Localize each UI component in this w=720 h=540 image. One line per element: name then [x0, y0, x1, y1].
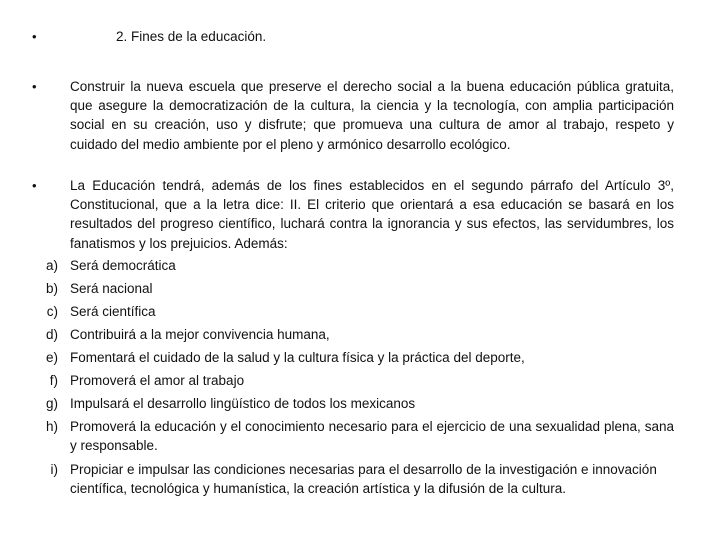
list-item — [28, 256, 674, 275]
list-item-text: Promoverá el amor al trabajo — [70, 373, 245, 388]
bullet-text: Construir la nueva escuela que preserve el derecho social a la buena educación pública gratuita, que asegure la democratización de la cultura, la ciencia y la tecnología, con amplia participación social en su creación, uso y disfrute; que promueva una cultura de amor al trabajo, respeto y cuidado del medio ambiente por el pleno y armónico desarrollo ecológico. — [70, 79, 674, 152]
bullet-item — [28, 77, 674, 154]
list-item — [28, 417, 674, 455]
list-item-text: Será nacional — [70, 281, 153, 296]
list-marker: g) — [45, 396, 58, 411]
list-marker: i) — [50, 462, 58, 477]
list-item-text: Promoverá la educación y el conocimiento necesario para el ejercicio de una sexualidad plena, sana y responsable. — [70, 419, 674, 454]
list-item-text: Contribuirá a la mejor convivencia humana, — [70, 327, 330, 342]
list-marker: a) — [45, 258, 58, 273]
list-marker: f) — [49, 373, 58, 388]
list-item — [28, 348, 674, 367]
bullet-item — [28, 176, 674, 253]
bullet-text: La Educación tendrá, además de los fines establecidos en el segundo párrafo del Artículo 3º, Constitucional, que a la letra dice: II. El criterio que orientará a esa educación se basará en los resultados del progreso científico, luchará contra la ignorancia y sus efectos, las servidumbres, los fanatismos y los prejuicios. Además: — [70, 178, 674, 251]
list-item — [28, 394, 674, 413]
bullet-marker: • — [32, 178, 37, 193]
list-marker: c) — [46, 304, 58, 319]
section-title: 2. Fines de la educación. — [116, 29, 267, 44]
list-marker: e) — [45, 350, 58, 365]
list-item-text: Será científica — [70, 304, 156, 319]
list-marker: h) — [45, 419, 58, 434]
list-item — [28, 371, 674, 390]
bullet-marker: • — [32, 29, 37, 44]
list-item — [28, 279, 674, 298]
list-item-text: Fomentará el cuidado de la salud y la cultura física y la práctica del deporte, — [70, 350, 525, 365]
list-item-text: Será democrática — [70, 258, 176, 273]
list-marker: d) — [45, 327, 58, 342]
list-item-text: Propiciar e impulsar las condiciones necesarias para el desarrollo de la investigación e innovación científica, tecnológica y humanística, la creación artística y la difusión de la cultura. — [70, 462, 657, 497]
list-item — [28, 302, 674, 321]
list-item-text: Impulsará el desarrollo lingüístico de todos los mexicanos — [70, 396, 416, 411]
section-heading — [28, 27, 674, 46]
list-item — [28, 460, 674, 498]
list-marker: b) — [45, 281, 58, 296]
list-item — [28, 325, 674, 344]
bullet-marker: • — [32, 79, 37, 94]
